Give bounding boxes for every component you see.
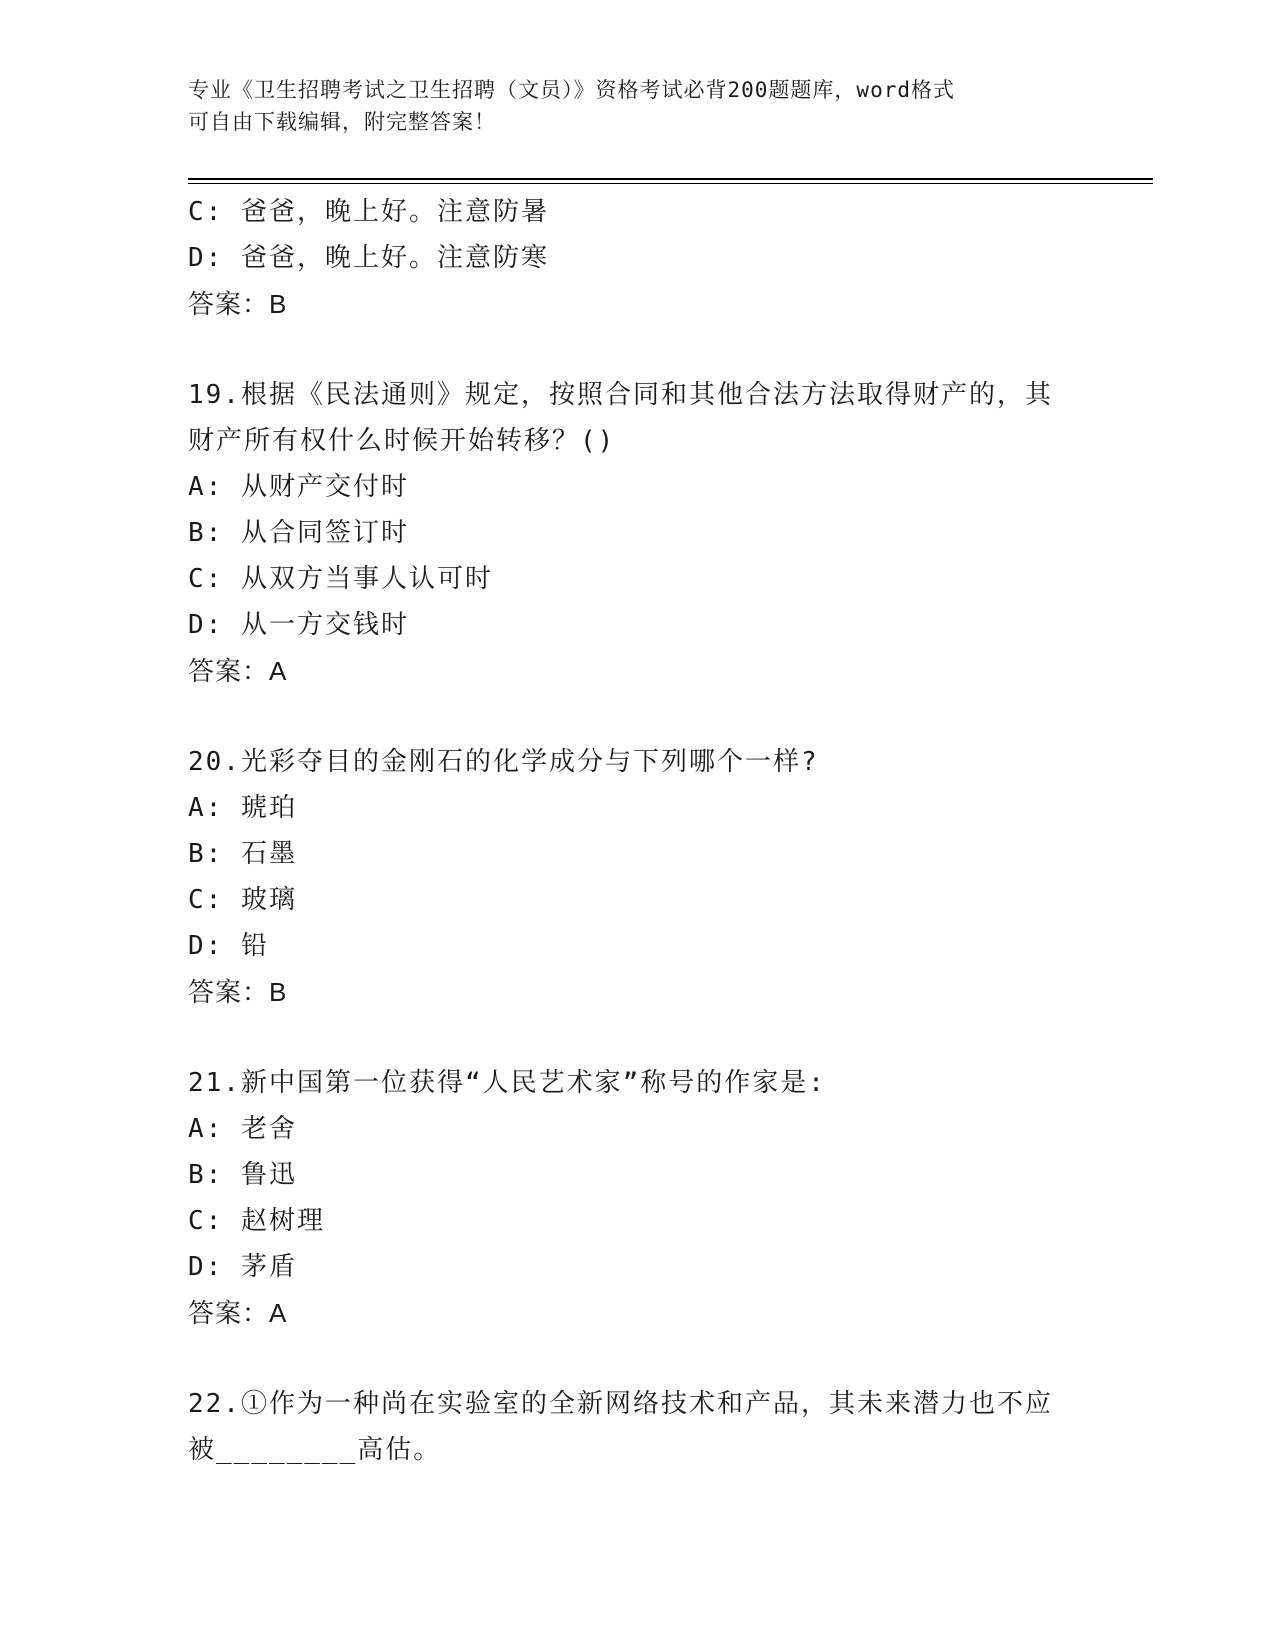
option-d: D: 从一方交钱时	[188, 610, 409, 640]
spacer	[188, 1336, 1088, 1381]
document-body	[188, 189, 1088, 1473]
question-text: 21.新中国第一位获得“人民艺术家”称号的作家是:	[188, 1068, 826, 1098]
question-text: 19.根据《民法通则》规定，按照合同和其他合法方法取得财产的，其财产所有权什么时候开始转移？()	[188, 380, 1053, 456]
option-d: D: 爸爸，晚上好。注意防寒	[188, 243, 549, 273]
answer-line: 答案：B	[188, 977, 288, 1007]
option-d: D: 茅盾	[188, 1252, 297, 1282]
header-line-2: 可自由下载编辑，附完整答案！	[188, 110, 496, 134]
answer-line: 答案：A	[188, 1298, 288, 1328]
option-a: A: 琥珀	[188, 793, 297, 823]
spacer	[188, 694, 1088, 739]
header-divider-thin	[188, 183, 1153, 184]
document-header	[188, 74, 1088, 138]
answer-line: 答案：B	[188, 289, 288, 319]
question-20	[188, 739, 1088, 1015]
option-b: B: 石墨	[188, 839, 297, 869]
answer-line: 答案：A	[188, 656, 288, 686]
header-line-1: 专业《卫生招聘考试之卫生招聘（文员）》资格考试必背200题题库，word格式	[188, 78, 955, 102]
option-c: C: 从双方当事人认可时	[188, 564, 493, 594]
option-a: A: 老舍	[188, 1114, 297, 1144]
question-22	[188, 1381, 1088, 1473]
question-19	[188, 372, 1088, 694]
continued-question	[188, 189, 1088, 327]
option-c: C: 爸爸，晚上好。注意防暑	[188, 197, 549, 227]
option-d: D: 铅	[188, 931, 269, 961]
question-21	[188, 1060, 1088, 1336]
spacer	[188, 1015, 1088, 1060]
header-divider-thick	[188, 178, 1153, 180]
option-b: B: 鲁迅	[188, 1160, 297, 1190]
question-text: 20.光彩夺目的金刚石的化学成分与下列哪个一样?	[188, 747, 819, 777]
option-a: A: 从财产交付时	[188, 472, 409, 502]
option-c: C: 玻璃	[188, 885, 297, 915]
spacer	[188, 327, 1088, 372]
option-c: C: 赵树理	[188, 1206, 325, 1236]
question-text: 22.①作为一种尚在实验室的全新网络技术和产品，其未来潜力也不应被________高估。	[188, 1389, 1053, 1465]
option-b: B: 从合同签订时	[188, 518, 409, 548]
